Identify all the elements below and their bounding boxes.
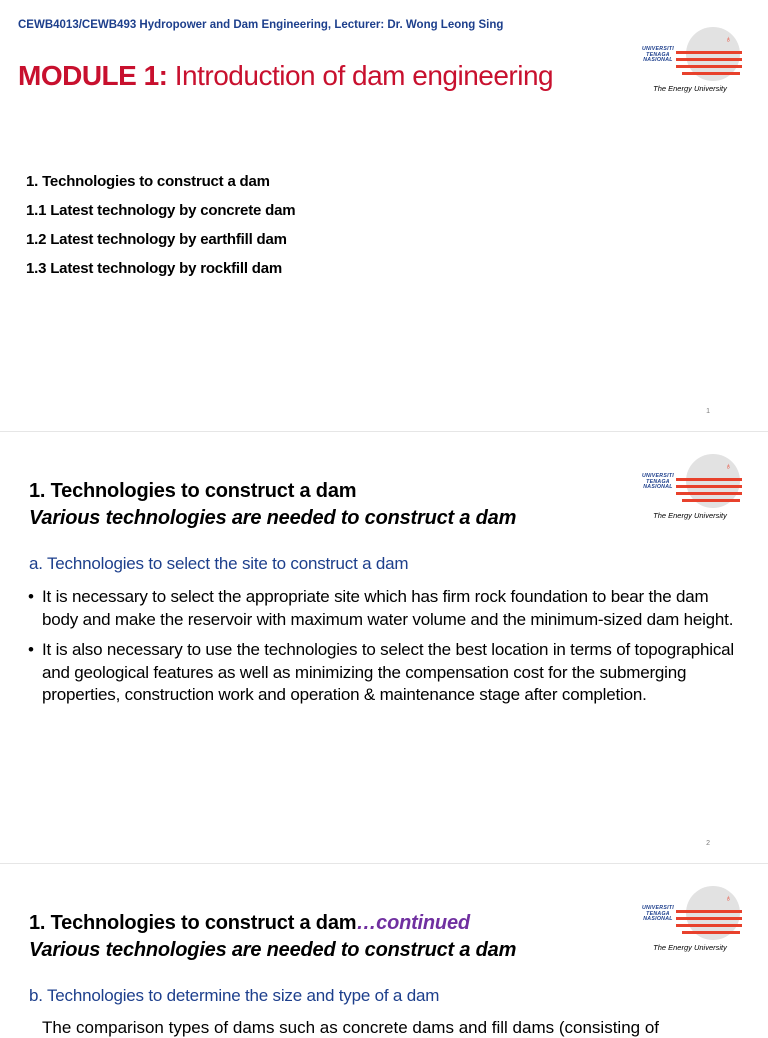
university-logo <box>632 454 742 530</box>
logo-tagline: The Energy University <box>653 84 727 93</box>
bullet-item-cut: The comparison types of dams such as concrete dams and fill dams (consisting of <box>42 1018 660 1037</box>
section-title: a. Technologies to select the site to construct a dam <box>29 554 409 573</box>
logo-stripe <box>676 65 742 68</box>
logo-stripe <box>676 58 742 61</box>
slide-1 <box>0 0 768 432</box>
flame-icon: ♁ <box>725 893 732 903</box>
flame-icon: ♁ <box>725 461 732 471</box>
slide-heading <box>29 478 516 532</box>
module-prefix: MODULE 1: <box>18 60 168 91</box>
logo-word: TENAGA <box>646 51 670 58</box>
bullet-item: • It is necessary to select the appropriate site which has firm rock foundation to bear the dam body and make the reservoir with maximum water volume and the minimum-sized dam height. <box>28 586 748 631</box>
logo-wordmark <box>632 474 684 491</box>
logo-stripe <box>676 478 742 481</box>
section-title: b. Technologies to determine the size and type of a dam <box>29 986 440 1005</box>
heading-continued: …continued <box>356 912 470 934</box>
logo-word: NASIONAL <box>643 57 673 64</box>
logo-word: UNIVERSITI <box>641 905 675 911</box>
logo-wordmark <box>632 47 684 64</box>
table-of-contents <box>26 172 295 288</box>
slide-3 <box>0 864 768 1037</box>
module-title <box>18 60 553 92</box>
page-number: 2 <box>706 840 710 847</box>
logo-stripe <box>682 499 740 502</box>
toc-item: 1.1 Latest technology by concrete dam <box>26 202 296 219</box>
toc-item: 1.3 Latest technology by rockfill dam <box>26 260 283 277</box>
logo-word: UNIVERSITI <box>641 46 675 52</box>
toc-item: 1.2 Latest technology by earthfill dam <box>26 231 287 248</box>
page-number: 1 <box>706 408 710 415</box>
logo-tagline: The Energy University <box>653 943 727 952</box>
logo-tagline: The Energy University <box>653 511 727 520</box>
heading-sub: Various technologies are needed to construct a dam <box>29 507 517 529</box>
logo-stripe <box>682 931 740 934</box>
heading-main: 1. Technologies to construct a dam <box>29 480 357 502</box>
logo-word: NASIONAL <box>643 484 673 491</box>
university-logo <box>632 886 742 962</box>
logo-word: UNIVERSITI <box>641 473 675 479</box>
module-title-text: Introduction of dam engineering <box>167 60 554 91</box>
logo-stripe <box>676 917 742 920</box>
logo-word: NASIONAL <box>643 916 673 923</box>
course-line: CEWB4013/CEWB493 Hydropower and Dam Engineering, Lecturer: Dr. Wong Leong Sing <box>18 19 504 31</box>
logo-wordmark <box>632 906 684 923</box>
slide-heading <box>29 910 516 964</box>
logo-word: TENAGA <box>646 478 670 485</box>
toc-item: 1. Technologies to construct a dam <box>26 173 270 190</box>
logo-stripe <box>676 485 742 488</box>
logo-stripe <box>676 492 742 495</box>
university-logo <box>632 27 742 103</box>
logo-stripe <box>682 72 740 75</box>
logo-word: TENAGA <box>646 910 670 917</box>
slide-2 <box>0 432 768 864</box>
heading-sub: Various technologies are needed to construct a dam <box>29 939 517 961</box>
logo-stripe <box>676 51 742 54</box>
bullet-item: • It is also necessary to use the technologies to select the best location in terms of topographical and geological features as well as minimizing the compensation cost for the submerging properties, construction work and operation & maintenance stage after completion. <box>28 639 748 707</box>
logo-stripe <box>676 910 742 913</box>
heading-main: 1. Technologies to construct a dam <box>29 912 357 934</box>
logo-stripe <box>676 924 742 927</box>
flame-icon: ♁ <box>725 34 732 44</box>
bullet-list <box>28 586 748 715</box>
